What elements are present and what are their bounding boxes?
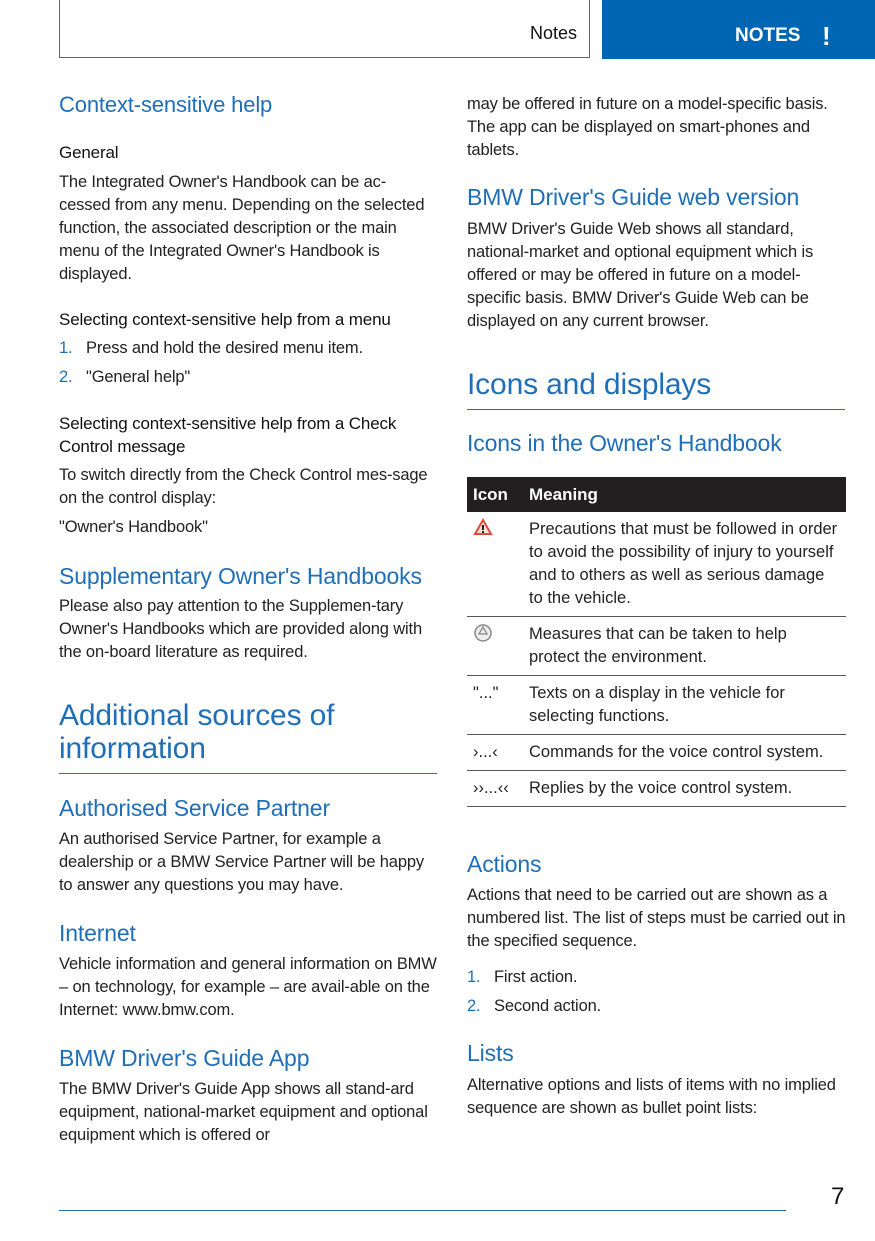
column-header-meaning: Meaning — [523, 477, 846, 512]
app-text-continued: may be offered in future on a model-specific basis. The app can be displayed on smart-phones and tablets. — [467, 95, 828, 159]
page-number: 7 — [831, 1183, 845, 1210]
general-text: The Integrated Owner's Handbook can be ac-cessed from any menu. Depending on the selected function, the associated description or the main menu of the Integrated Owner's Handbook is displayed. — [59, 173, 425, 283]
step-text: Press and hold the desired menu item. — [86, 339, 363, 357]
heading-icons-handbook: Icons in the Owner's Handbook — [467, 430, 782, 456]
table-row — [467, 735, 846, 771]
table-row — [467, 512, 846, 617]
footer-rule — [59, 1210, 786, 1211]
meaning-text: Replies by the voice control system. — [523, 771, 846, 807]
supplementary-text: Please also pay attention to the Supplemen-tary Owner's Handbooks which are provided along with the on-board literature as required. — [59, 597, 422, 661]
app-text: The BMW Driver's Guide App shows all stand-ard equipment, national-market equipment and optional equipment which is offered or — [59, 1080, 428, 1144]
heading-check-control: Selecting context-sensitive help from a Check Control message — [59, 414, 397, 456]
header-tab-label: NOTES — [735, 25, 801, 46]
check-control-text: To switch directly from the Check Control mes-sage on the control display: — [59, 466, 428, 507]
heading-service-partner: Authorised Service Partner — [59, 795, 330, 821]
actions-text: Actions that need to be carried out are shown as a numbered list. The list of steps must be carried out in the specified sequence. — [467, 886, 846, 950]
check-control-value: "Owner's Handbook" — [59, 518, 208, 536]
recycle-icon — [473, 623, 493, 643]
exclamation-icon: ! — [822, 21, 831, 51]
header-section-label: Notes — [529, 23, 577, 43]
heading-additional-sources: Additional sources of information — [59, 699, 437, 774]
step-text: First action. — [494, 968, 578, 986]
step-number: 2. — [59, 368, 73, 386]
heading-supplementary: Supplementary Owner's Handbooks — [59, 563, 422, 589]
step-number: 1. — [59, 339, 73, 357]
heading-icons-displays: Icons and displays — [467, 368, 845, 410]
service-partner-text: An authorised Service Partner, for example a dealership or a BMW Service Partner will be happy to answer any questions you may have. — [59, 830, 424, 894]
voice-command-symbol: ›...‹ — [467, 735, 523, 771]
table-row — [467, 771, 846, 807]
display-text-symbol: "..." — [467, 676, 523, 735]
list-item — [59, 337, 439, 360]
internet-text: Vehicle information and general information on BMW – on technology, for example – are avail-able on the Internet: www.bmw.com. — [59, 955, 437, 1019]
web-version-text: BMW Driver's Guide Web shows all standard, national-market and optional equipment which is offered or may be offered in future on a model-specific basis. BMW Driver's Guide Web can be displayed on any current browser. — [467, 220, 814, 330]
table-row — [467, 676, 846, 735]
column-header-icon: Icon — [467, 477, 523, 512]
header-box — [59, 0, 590, 58]
icons-table — [467, 477, 846, 807]
meaning-text: Texts on a display in the vehicle for selecting functions. — [523, 676, 846, 735]
step-text: "General help" — [86, 368, 191, 386]
step-text: Second action. — [494, 997, 602, 1015]
heading-actions: Actions — [467, 851, 542, 877]
meaning-text: Precautions that must be followed in order to avoid the possibility of injury to yourself and to others as well as serious damage to the vehicle. — [523, 512, 846, 617]
table-row — [467, 617, 846, 676]
list-item — [467, 995, 847, 1018]
heading-menu: Selecting context-sensitive help from a menu — [59, 310, 391, 329]
header-tab — [602, 0, 875, 59]
heading-context-help: Context-sensitive help — [59, 92, 273, 117]
heading-internet: Internet — [59, 920, 136, 946]
list-item — [467, 966, 847, 989]
heading-web-version: BMW Driver's Guide web version — [467, 184, 800, 210]
meaning-text: Commands for the voice control system. — [523, 735, 846, 771]
meaning-text: Measures that can be taken to help protect the environment. — [523, 617, 846, 676]
lists-text: Alternative options and lists of items with no implied sequence are shown as bullet point lists: — [467, 1076, 836, 1117]
heading-lists: Lists — [467, 1040, 514, 1066]
heading-general: General — [59, 143, 119, 162]
step-number: 1. — [467, 968, 481, 986]
warning-triangle-icon — [473, 518, 493, 536]
voice-reply-symbol: ››...‹‹ — [467, 771, 523, 807]
heading-app: BMW Driver's Guide App — [59, 1045, 310, 1071]
list-item — [59, 366, 439, 389]
step-number: 2. — [467, 997, 481, 1015]
